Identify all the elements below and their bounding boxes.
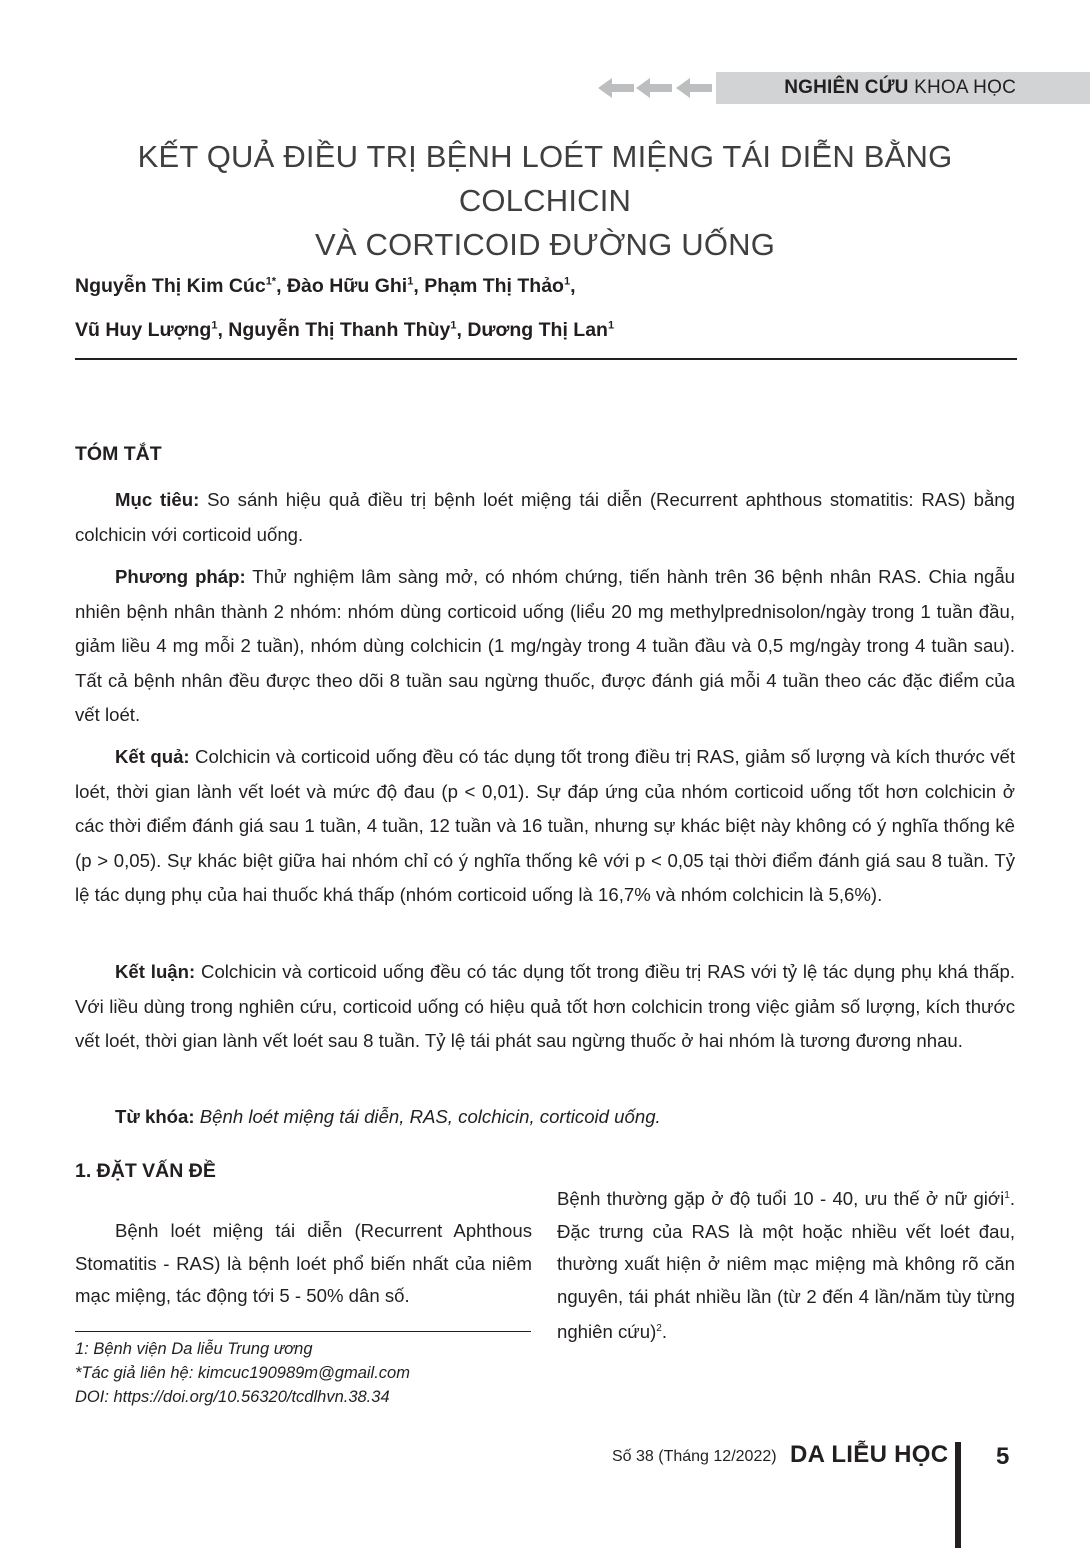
abstract-heading: TÓM TẮT [75,443,162,465]
article-title [60,135,1030,267]
abstract-methods [75,560,1015,733]
title-divider [75,358,1017,360]
author-name: Dương Thị Lan [467,319,608,341]
footnote-divider [75,1331,531,1332]
intro-left-paragraph: Bệnh loét miệng tái diễn (Recurrent Aphthous Stomatitis - RAS) là bệnh loét phổ biến nhất của niêm mạc miệng, tác động tới 5 - 50% dân số. [75,1220,532,1306]
results-text: Colchicin và corticoid uống đều có tác dụng tốt trong điều trị RAS, giảm số lượng và kích thước vết loét, thời gian lành vết loét và mức độ đau (p < 0,01). Sự đáp ứng của nhóm corticoid uống tốt hơn colchicin ở các thời điểm đánh giá sau 1 tuần, 4 tuần, 12 tuần và 16 tuần, nhưng sự khác biệt này không có ý nghĩa thống kê (p > 0,05). Sự khác biệt giữa hai nhóm chỉ có ý nghĩa thống kê với p < 0,05 tại thời điểm đánh giá sau 8 tuần. Tỷ lệ tác dụng phụ của hai thuốc khá thấp (nhóm corticoid uống là 16,7% và nhóm colchicin là 5,6%). [75,746,1016,905]
objective-text: So sánh hiệu quả điều trị bệnh loét miệng tái diễn (Recurrent aphthous stomatitis: RAS) bằng colchicin với corticoid uống. [75,489,1015,545]
title-line-1: KẾT QUẢ ĐIỀU TRỊ BỆNH LOÉT MIỆNG TÁI DIỄN BẰNG COLCHICIN [137,139,953,218]
footnote-doi: DOI: https://doi.org/10.56320/tcdlhvn.38.34 [75,1388,390,1406]
footer-journal: DA LIỄU HỌC [790,1441,949,1468]
footnote-contact: *Tác giả liên hệ: kimcuc190989m@gmail.com [75,1364,410,1382]
author-sep: , [570,275,576,297]
author-name: Đào Hữu Ghi [286,275,408,297]
intro-right-text-a: Bệnh thường gặp ở độ tuổi 10 - 40, ưu thế ở nữ giới [557,1188,1005,1210]
author-affil: 1 [563,275,571,288]
author-sep: , [217,319,229,341]
citation-1: 1 [1004,1190,1010,1201]
author-affil: 1 [211,319,218,332]
abstract-objective [75,483,1015,552]
abstract-results [75,740,1015,913]
author-sep: , [276,275,287,297]
title-line-2: VÀ CORTICOID ĐƯỜNG UỐNG [314,227,776,262]
footer-issue: Số 38 (Tháng 12/2022) [612,1448,777,1465]
authors-line-1 [75,275,1035,298]
keywords-text: Bệnh loét miệng tái diễn, RAS, colchicin, corticoid uống. [194,1106,661,1127]
conclusion-label: Kết luận: [115,961,196,982]
section-label-bold: NGHIÊN CỨU [784,77,909,98]
section-label [716,72,1016,104]
author-sep: , [413,275,425,297]
abstract-conclusion [75,955,1015,1059]
author-name: Nguyễn Thị Kim Cúc [75,275,266,297]
author-name: Vũ Huy Lượng [75,319,212,341]
page-number: 5 [996,1443,1010,1470]
keywords-label: Từ khóa: [115,1106,195,1127]
author-affil: 1 [407,275,414,288]
intro-right-paragraph [557,1180,1015,1349]
section-heading: 1. ĐẶT VẤN ĐỀ [75,1160,216,1182]
author-affil: 1 [607,319,615,332]
results-label: Kết quả: [115,746,190,767]
header-arrows-icon [598,72,716,104]
abstract-keywords [75,1100,1015,1135]
section-label-rest: KHOA HỌC [914,77,1016,98]
intro-right-text-c: . [661,1321,668,1343]
author-affil: 1* [265,275,277,288]
author-name: Phạm Thị Thảo [424,275,564,297]
objective-label: Mục tiêu: [115,489,200,510]
methods-text: Thử nghiệm lâm sàng mở, có nhóm chứng, tiến hành trên 36 bệnh nhân RAS. Chia ngẫu nhiên bệnh nhân thành 2 nhóm: nhóm dùng corticoid uống (liểu 20 mg methylprednisolon/ngày trong 1 tuần đầu, giảm liều 4 mg mỗi 2 tuần), nhóm dùng colchicin (1 mg/ngày trong 4 tuần đầu và 0,5 mg/ngày trong 4 tuần sau). Tất cả bệnh nhân đều được theo dõi 8 tuần sau ngừng thuốc, được đánh giá mỗi 4 tuần theo các đặc điểm của vết loét. [75,566,1015,725]
author-affil: 1 [450,319,457,332]
authors-line-2 [75,319,1035,342]
citation-2: 2 [656,1323,662,1335]
author-sep: , [456,319,468,341]
footnote-affiliation: 1: Bệnh viện Da liễu Trung ương [75,1340,313,1358]
intro-right-text-b: . Đặc trưng của RAS là một hoặc nhiều vết loét đau, thường xuất hiện ở niêm mạc miệng mà không rõ căn nguyên, tái phát nhiều lần (từ 2 đến 4 lần/năm tùy từng nghiên cứu) [557,1188,1015,1343]
author-name: Nguyễn Thị Thanh Thùy [228,319,451,341]
footer-bar [955,1442,961,1548]
methods-label: Phương pháp: [115,566,246,587]
conclusion-text: Colchicin và corticoid uống đều có tác dụng tốt trong điều trị RAS với tỷ lệ tác dụng phụ khá thấp. Với liều dùng trong nghiên cứu, corticoid uống có hiệu quả tốt hơn colchicin trong việc giảm số lượng, kích thước vết loét, thời gian lành vết loét sau 8 tuần. Tỷ lệ tái phát sau ngừng thuốc ở hai nhóm là tương đương nhau. [75,961,1015,1051]
